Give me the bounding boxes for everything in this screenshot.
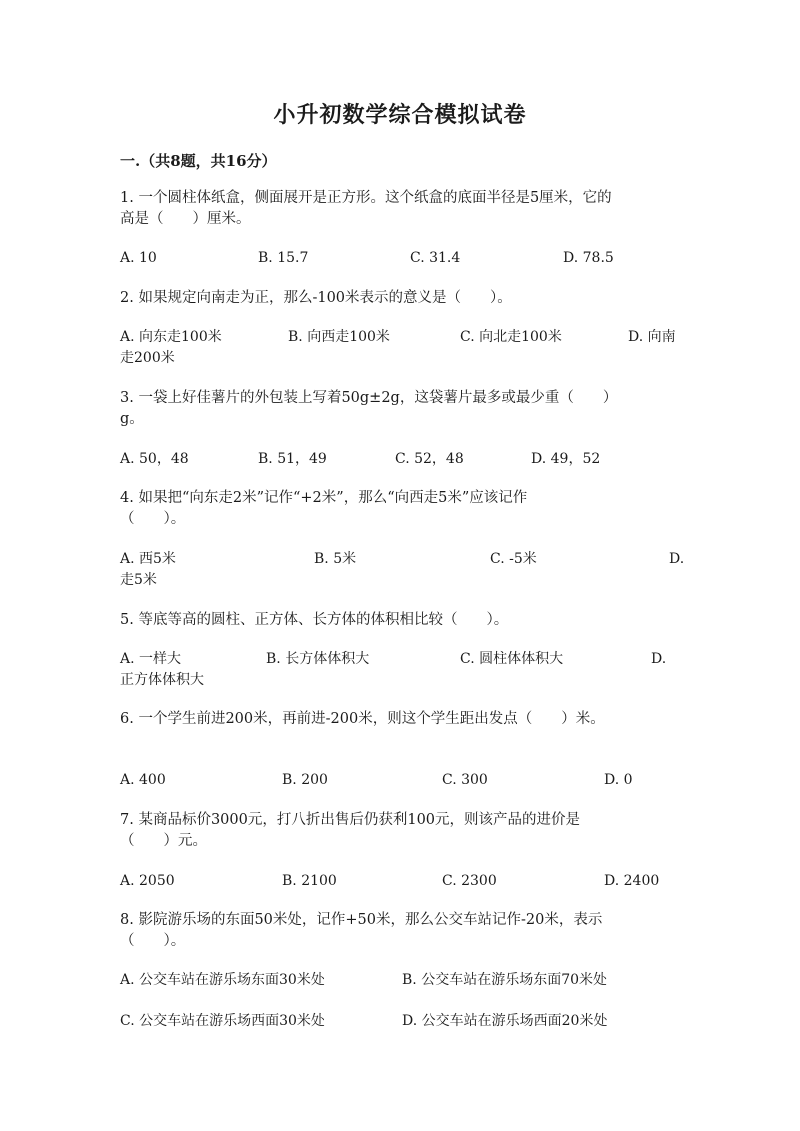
question-4-options — [120, 549, 685, 570]
question-6-option-b: B. 200 — [282, 772, 328, 788]
question-2-option-b: B. 向西走100米 — [288, 329, 390, 345]
question-1-option-b: B. 15.7 — [258, 250, 309, 266]
question-1-line-1: 1. 一个圆柱体纸盒，侧面展开是正方形。这个纸盒的底面半径是5厘米，它的 — [120, 190, 612, 206]
question-3-options — [120, 449, 685, 470]
question-4-line-1: 4. 如果把“向东走2米”记作“+2米”，那么“向西走5米”应该记作 — [120, 490, 528, 506]
question-4-line-2: （ ）。 — [120, 511, 186, 527]
question-3-option-b: B. 51，49 — [258, 451, 327, 467]
section-heading: 一.（共8题，共16分） — [120, 152, 277, 170]
question-6-option-a: A. 400 — [120, 772, 166, 788]
question-2-option-d: D. 向南 — [628, 329, 676, 345]
question-3-option-c: C. 52，48 — [395, 451, 464, 467]
question-8-option-d: D. 公交车站在游乐场西面20米处 — [402, 1013, 608, 1029]
question-4-stem — [120, 488, 690, 530]
question-7-line-1: 7. 某商品标价3000元，打八折出售后仍获利100元，则该产品的进价是 — [120, 812, 581, 828]
question-5-option-b: B. 长方体体积大 — [266, 651, 370, 667]
question-3-option-a: A. 50，48 — [120, 451, 189, 467]
question-4-option-a: A. 西5米 — [120, 551, 176, 567]
question-5-stem — [120, 610, 690, 631]
question-6-line-1: 6. 一个学生前进200米，再前进-200米，则这个学生距出发点（ ）米。 — [120, 711, 605, 727]
question-7-option-d: D. 2400 — [604, 873, 660, 889]
question-4-option-b: B. 5米 — [314, 551, 357, 567]
question-8-options-row-2 — [120, 1011, 685, 1032]
question-5-option-d: D. — [651, 651, 667, 667]
question-1-option-c: C. 31.4 — [410, 250, 461, 266]
question-6-option-c: C. 300 — [442, 772, 488, 788]
question-7-option-a: A. 2050 — [120, 873, 175, 889]
question-7-option-c: C. 2300 — [442, 873, 497, 889]
question-5-option-a: A. 一样大 — [120, 651, 182, 667]
question-8-option-a: A. 公交车站在游乐场东面30米处 — [120, 972, 325, 988]
question-1-stem — [120, 188, 690, 230]
question-7-stem — [120, 810, 690, 852]
question-6-option-d: D. 0 — [604, 772, 633, 788]
question-2-stem — [120, 288, 690, 309]
question-7-line-2: （ ）元。 — [120, 833, 207, 849]
question-8-line-2: （ ）。 — [120, 933, 186, 949]
question-2-line-1: 2. 如果规定向南走为正，那么-100米表示的意义是（ ）。 — [120, 290, 512, 306]
question-8-stem — [120, 910, 690, 952]
question-7-option-b: B. 2100 — [282, 873, 337, 889]
question-8-line-1: 8. 影院游乐场的东面50米处，记作+50米，那么公交车站记作-20米，表示 — [120, 912, 603, 928]
question-5-option-c: C. 圆柱体体积大 — [460, 651, 564, 667]
question-5-line-1: 5. 等底等高的圆柱、正方体、长方体的体积相比较（ ）。 — [120, 612, 509, 628]
question-4-option-d: D. — [669, 551, 685, 567]
question-1-option-a: A. 10 — [120, 250, 157, 266]
question-8-option-c: C. 公交车站在游乐场西面30米处 — [120, 1013, 325, 1029]
question-8-option-b: B. 公交车站在游乐场东面70米处 — [402, 972, 608, 988]
question-2-options — [120, 327, 685, 348]
question-2-option-c: C. 向北走100米 — [460, 329, 562, 345]
question-8-options-row-1 — [120, 970, 685, 991]
exam-title: 小升初数学综合模拟试卷 — [273, 102, 527, 128]
question-5-option-d-continuation: 正方体体积大 — [120, 672, 204, 688]
question-5-options — [120, 649, 685, 670]
question-1-line-2: 高是（ ）厘米。 — [120, 211, 251, 227]
question-7-options — [120, 871, 685, 892]
question-2-option-a: A. 向东走100米 — [120, 329, 222, 345]
question-2-option-d-continuation: 走200米 — [120, 350, 175, 366]
question-6-stem — [120, 709, 690, 730]
question-6-options — [120, 770, 685, 791]
question-1-options — [120, 248, 685, 269]
question-3-line-2: g。 — [120, 411, 144, 427]
question-3-option-d: D. 49，52 — [531, 451, 601, 467]
question-4-option-c: C. -5米 — [490, 551, 537, 567]
question-3-line-1: 3. 一袋上好佳薯片的外包装上写着50g±2g，这袋薯片最多或最少重（ ） — [120, 390, 618, 406]
question-4-option-d-continuation: 走5米 — [120, 572, 157, 588]
question-1-option-d: D. 78.5 — [563, 250, 614, 266]
question-3-stem — [120, 388, 690, 430]
